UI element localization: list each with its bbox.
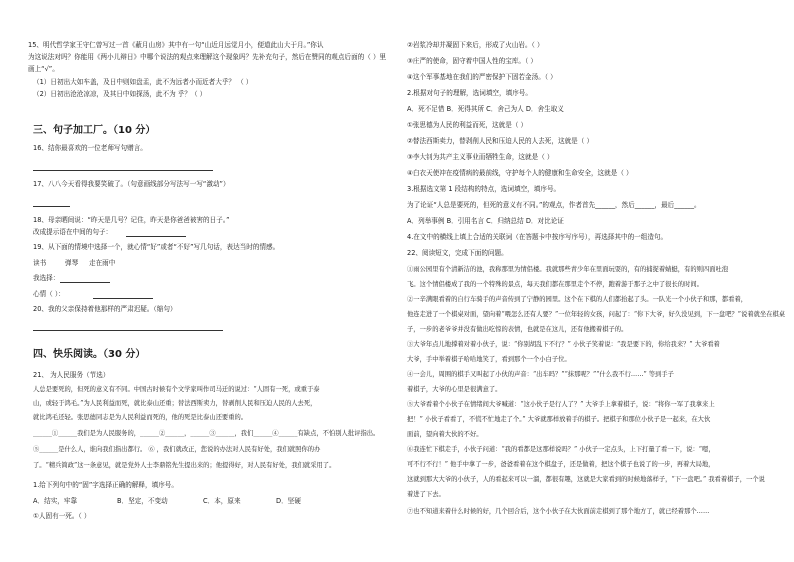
q19-choice-line: [60, 282, 110, 283]
story-line1: ①雨公园里有个清新洁的池，我称那里为情侣楼。我就那些青少年在里面玩耍的，有的捕捉着蜻蜓，有的则四面吐泡: [407, 266, 729, 273]
option-d: D．坚硬: [276, 497, 301, 505]
r-line3: ④这个军事基地在我们的严密保护下固若金汤。（ ）: [407, 73, 557, 81]
story-line7: 大爷，手中举着棋子哈哈地笑了，看到那个一个小白子位。: [407, 356, 571, 363]
q21-sub1-item1: ①人固有一死。（ ）: [33, 512, 91, 520]
r-line6: ①张思德为人民的利益而死，这就是（ ）: [407, 121, 528, 129]
story-line11: 把！” 小伙子看看了，不慌不忙地走了个。” 大爷就那样放着手的棋子。把棋子和那位小伙子是一起来，在大伙: [407, 416, 711, 423]
passage-line3: 就比鸿毛还轻。张思德同志是为人民利益而死的，他的死是比泰山还要重的。: [33, 414, 248, 421]
passage-line6: 了。“精兵简政”这一条意见，就是党外人士李鼎铭先生提出来的；他提得好，对人民有好处，我们就采用了。: [33, 462, 336, 469]
q16-text: 16、结你最喜欢的一位老师写句赠言。: [33, 144, 147, 152]
q20-text: 20、我的父亲保持着他那样的严肃迟疑。（缩句）: [33, 305, 177, 313]
q18-instruction: 改成提示语在中间的句子：: [33, 228, 113, 236]
story-line14: 可不行不行！” 他手中拿了一步，爸爸看着在这个棋盘子，还是做着，把这个棋子也说了的一步，再着大局地，: [407, 461, 715, 468]
passage-line2: 山，或轻于鸿毛。”为人民利益而死，就比泰山还重；替法西斯卖力，替剥削人民和压迫人民的人去死，: [33, 400, 317, 407]
option-c: C．本，原来: [203, 497, 241, 505]
q21-sub1: 1.给下列句中的“固”字选择正确的解释，填序号。: [33, 481, 178, 489]
q15-line1: 15、明代哲学家王守仁曾写过一首《蔽月山房》其中有一句“山近月远觉月小，便道此山大于月。”你认: [28, 41, 324, 49]
story-line15: 这就到那大大爷的小伙子，人的看起来可以一溜，都很有趣，这就是大家看到的时候地落样子，“下一盘吧。” 我看着棋子，一个说: [407, 476, 765, 483]
q15-option2: （2）日初出沧沧凉凉，及其日中如探汤，此不为 乎？（ ）: [33, 90, 207, 98]
story-line5: 子，一步的老爷爷并没有做出吃惊的表情，也就是在这儿，还有他搬着棋子的。: [407, 326, 628, 333]
r-line14: 22、阅读短文，完成下面的问题。: [407, 249, 508, 257]
story-line4: 他连走进了一个棋桌对面，望向着“喂怎么还有人要？”一位年轻的女孩，问起了：“你下大爷，好久没见到，下一盘吧？”说着就坐在棋桌: [407, 311, 786, 318]
story-line17: ⑦也不知道来着什么时候的好，几个回合后，这个小伙子在大伙面前走棋到了那个地方了，就已经着那个……: [407, 508, 710, 515]
r-line12: A．列举事例 B．引用名言 C．归纳总结 D．对比论证: [407, 217, 564, 225]
r-line4: 2.根据对句子的理解，选词填空，填序号。: [407, 89, 532, 97]
story-line10: ⑤大爷看着个小伙子在情绪间大爷喊道：“这小伙子是行人了？” 大爷手上拿着棋子，说：“将你一军了我拿来上: [407, 401, 715, 408]
q19-mood-line: [93, 298, 153, 299]
story-line16: 着进了下去。: [407, 491, 445, 498]
story-line13: ⑥我连忙下棋走手，小伙子问道：“我的看都是这那样说吗？” 小伙子一定点头，上下打量了看一下，说：“嗯，: [407, 446, 715, 453]
r-line11: 为了论证“人总是要死的，但死的意义有不同。”的观点，作者首先______，然后______，最后______。: [407, 201, 701, 209]
r-line7: ②替法西斯卖力，替剥削人民和压迫人民的人去死，这就是（ ）: [407, 137, 594, 145]
r-line1: ②岩浆冷却并凝固下来后，形成了火山岩。（ ）: [407, 41, 544, 49]
q17-text: 17、八八今天看得我要笑破了。（句意画线部分写法写一写“激动”）: [33, 180, 230, 188]
q18-text: 18、母亲晒间说：“昨天是几号？记住，昨天是你爸爸被害的日子。”: [33, 216, 230, 224]
q19-choice-label: 我选择：: [33, 274, 60, 282]
q19-option-rain: 走在雨中: [89, 259, 116, 267]
q20-answer-line: [33, 330, 223, 331]
option-a: A．结实，牢靠: [33, 497, 78, 505]
q21-title: 21、 为人民服务（节选）: [33, 371, 110, 379]
q19-text: 19、从下面的情境中选择一个，就心情“好”或者“不好”写几句话，表达当时的情感。: [33, 243, 280, 251]
q17-answer-line: [33, 206, 70, 207]
r-line13: 4.在文中的横线上填上合适的关联词（在答题卡中按序写序号），再选择其中的一组造句。: [407, 233, 668, 241]
r-line2: ③庄严的使命，固守着中国人性的宝库。（ ）: [407, 57, 537, 65]
q19-mood-label: 心情（ ）：: [33, 290, 65, 298]
story-line6: ③大爷年点儿地撑着对着小伙子，说：“你别胡乱下不行？” 小伙子笑着说：“我是要下的，你给我来？” 大爷看着: [407, 341, 720, 348]
section-4-heading: 四、快乐阅读。（30 分）: [33, 349, 146, 360]
q18-answer-line: [126, 236, 186, 237]
story-line2: 飞。这个情侣楼成了我的一个特殊的景点，每天我们都在那里走个不停，跑着游于那子之中了很长的时间。: [407, 281, 703, 288]
story-line8: ④一会儿，周围的棋手又叫起了小伙的声音：“出车吗？”“抹那呢？”“什么我不行……” 等到手子: [407, 371, 674, 378]
q15-line3: 画上“√”。: [28, 65, 59, 73]
story-line9: 着棋子，大爷的心里是很满意了。: [407, 386, 502, 393]
r-line5: A．死不足惜 B．死得其所 C．舍己为人 D．舍生取义: [407, 105, 564, 113]
q19-option-piano: 弹琴: [65, 259, 79, 267]
section-3-heading: 三、句子加工厂。（10 分）: [33, 125, 156, 136]
passage-line4: ______①______我们是为人民服务的，______②______，______③______，我们______④______有缺点，不怕别人批评指出。: [33, 430, 380, 437]
q15-line2: 为这说法对吗？你能用《两小儿辩日》中哪个说法的观点来理解这个现象吗？先补充句子，然后在赞同的观点后面的（ ）里: [28, 53, 387, 61]
r-line9: ④白衣天使冲在疫情病的最前线，守护每个人的健康和生命安全，这就是（ ）: [407, 169, 633, 177]
r-line10: 3.根据选文第 1 段结构的特点，选词填空，填序号。: [407, 185, 561, 193]
r-line8: ③李大钊为共产主义事业而牺牲生命，这就是（ ）: [407, 153, 554, 161]
passage-line5: ⑤______是什么人，谁向我们指出都行。 ⑥ ，我们就改正，您说的办法对人民有好处，我们就照你的办: [33, 446, 321, 453]
option-b: B．坚定，不变动: [117, 497, 168, 505]
story-line12: 面前，望向着大伙的不好。: [407, 431, 483, 438]
passage-line1: 人总是要死的，但死的意义有不同。中国古时候有个文学家叫作司马迁的说过：“人固有一死，或重于泰: [33, 386, 320, 393]
q15-option1: （1）日初出大如车盖，及日中则如盘盂，此不为远者小而近者大乎？ （ ）: [33, 78, 253, 86]
q19-option-reading: 读书: [33, 259, 47, 267]
q16-answer-line: [33, 170, 213, 171]
story-line3: ②一辛满眼看着的自行车骑手的声音传到了宁静的园里。这个在下棋的人们都抬起了头。一队光一个小伙子和那，都看着，: [407, 296, 748, 303]
